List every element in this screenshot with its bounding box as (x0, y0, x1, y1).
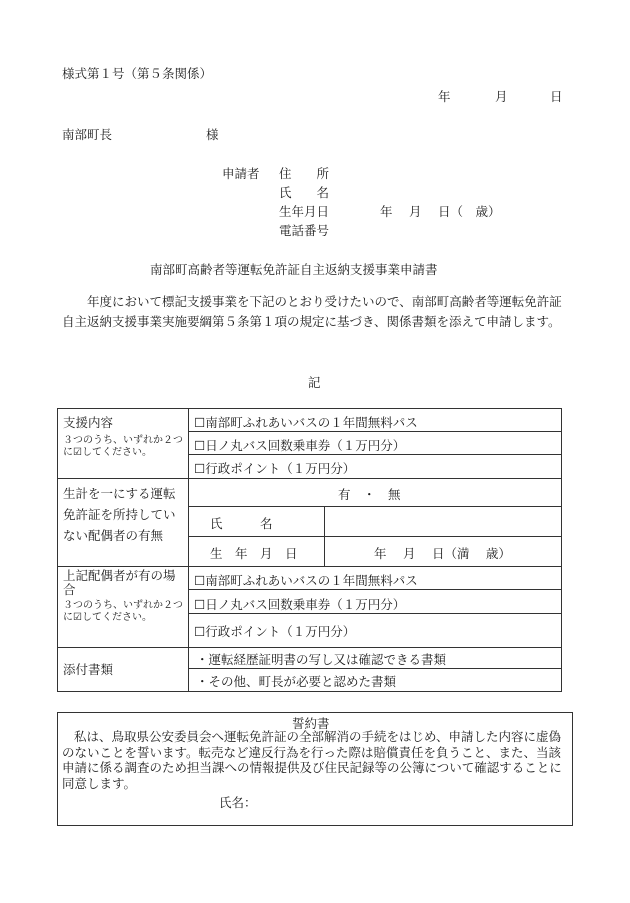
section-divider (57, 647, 561, 648)
support-note: ３つのうち、いずれか２つに☑してください。 (63, 435, 183, 458)
spouse-label: 生計を一にする運転免許証を所持していない配偶者の有無 (63, 486, 176, 543)
row-divider (188, 613, 561, 614)
addressee: 南部町長 (62, 127, 113, 142)
presence-options[interactable]: 有 ・ 無 (338, 487, 401, 502)
spouse-option-2[interactable]: ☐日ノ丸バス回数乗車券（１万円分） (194, 597, 406, 612)
oath-title: 誓約書 (292, 716, 330, 731)
row-divider (188, 431, 561, 432)
spouse-support-note: ３つのうち、いずれか２つに☑してください。 (63, 600, 183, 623)
document-title: 南部町高齢者等運転免許証自主返納支援事業申請書 (150, 262, 438, 277)
spouse-dob-format: 年 月 日（満 歳） (374, 546, 511, 561)
spouse-dob-label: 生 年 月 日 (210, 546, 298, 561)
date-day-label: 日 (550, 89, 563, 104)
honorific: 様 (206, 127, 219, 142)
section-divider (57, 566, 561, 567)
table-column-divider (188, 408, 189, 691)
support-option-2[interactable]: ☐日ノ丸バス回数乗車券（１万円分） (194, 438, 406, 453)
date-year-label: 年 (438, 89, 451, 104)
row-divider (188, 589, 561, 590)
spouse-name-label: 氏 名 (210, 516, 273, 531)
phone-label: 電話番号 (279, 223, 330, 238)
attachment-label: 添付書類 (63, 662, 114, 677)
birthdate-label: 生年月日 (279, 204, 330, 219)
document-body: 年度において標記支援事業を下記のとおり受けたいので、南部町高齢者等運転免許証自主返納支援事業実施要綱第５条第１項の規定に基づき、関係書類を添えて申請します。 (62, 294, 562, 329)
section-divider (57, 478, 561, 479)
attachment-item-2: ・その他、町長が必要と認めた書類 (196, 674, 397, 689)
spouse-option-3[interactable]: ☐行政ポイント（１万円分） (194, 624, 356, 639)
row-divider (188, 506, 561, 507)
oath-signature-label: 氏名： (219, 795, 257, 810)
date-month-label: 月 (495, 89, 508, 104)
spouse-option-1[interactable]: ☐南部町ふれあいバスの１年間無料パス (194, 573, 418, 588)
oath-body: 私は、鳥取県公安委員会へ運転免許証の全部解消の手続をはじめ、申請した内容に虚偽のないことを誓います。転売など違反行為を行った際は賠償責任を負うこと、また、当該申請に係る調査のため担当課への情報提供及び住民記録等の公簿について確認することに同意します。 (62, 729, 562, 791)
support-option-1[interactable]: ☐南部町ふれあいバスの１年間無料パス (194, 415, 418, 430)
applicant-label: 申請者 (222, 166, 260, 181)
form-number: 様式第１号（第５条関係） (62, 66, 213, 81)
spouse-support-label: 上記配偶者が有の場合 (63, 568, 176, 597)
support-option-3[interactable]: ☐行政ポイント（１万円分） (194, 461, 356, 476)
row-divider (188, 668, 561, 669)
birthdate-format: 年 月 日（ 歳） (380, 204, 501, 219)
row-divider (188, 454, 561, 455)
row-divider (188, 536, 561, 537)
address-label: 住 所 (279, 166, 330, 181)
ki-label: 記 (308, 375, 321, 390)
attachment-item-1: ・運転経歴証明書の写し又は確認できる書類 (196, 652, 447, 667)
support-label: 支援内容 (63, 415, 114, 430)
name-label: 氏 名 (279, 185, 330, 200)
column-divider (324, 506, 325, 566)
